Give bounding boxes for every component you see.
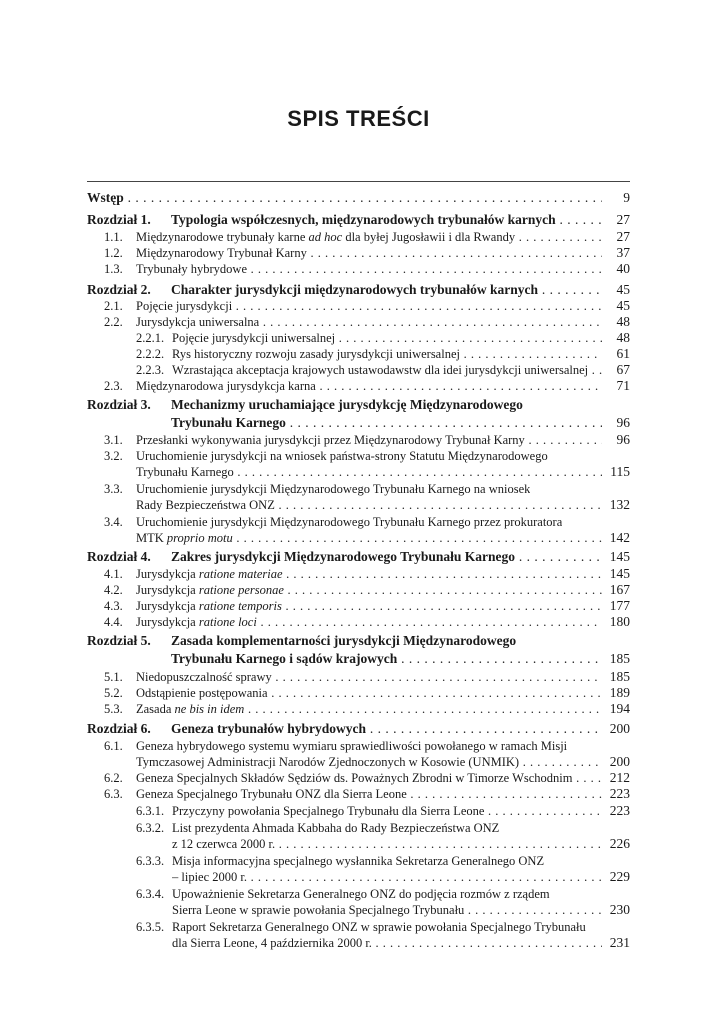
- section-title: Międzynarodowe trybunały karne ad hoc dla byłej Jugosławii i dla Rwandy . . .: [136, 229, 602, 245]
- toc-page-number: 48: [616, 330, 630, 345]
- section-title: Odstąpienie postępowania . . .: [136, 685, 602, 701]
- section-number: 6.1.: [104, 739, 123, 753]
- toc-page-number: 223: [609, 803, 630, 818]
- section-title: Geneza Specjalnych Składów Sędziów ds. Poważnych Zbrodni w Timorze Wschodnim . . .: [136, 770, 602, 786]
- subsection-number: 6.3.4.: [136, 887, 165, 901]
- section-title-continued: Tymczasowej Administracji Narodów Zjednoczonych w Kosowie (UNMIK) . . .: [136, 754, 602, 770]
- subsection-title-continued: – lipiec 2000 r. . . .: [172, 869, 602, 885]
- chapter-label: Rozdział 4.: [87, 549, 151, 564]
- chapter-title: Geneza trybunałów hybrydowych . . .: [171, 721, 602, 737]
- subsection-title-continued: dla Sierra Leone, 4 października 2000 r. . . .: [172, 935, 602, 951]
- toc-page-number: 212: [609, 770, 630, 785]
- section-number: 3.4.: [104, 515, 123, 529]
- section-title: Zasada ne bis in idem . . .: [136, 701, 602, 717]
- section-title: Uruchomienie jurysdykcji Międzynarodowego Trybunału Karnego przez prokuratora: [136, 515, 563, 529]
- subsection-number: 6.3.1.: [136, 804, 165, 818]
- section-number: 4.1.: [104, 567, 123, 581]
- subsection-title: Misja informacyjna specjalnego wysłannika Sekretarza Generalnego ONZ: [172, 854, 545, 868]
- section-title-continued: Trybunału Karnego . . .: [136, 464, 602, 480]
- section-number: 4.4.: [104, 615, 123, 629]
- subsection-title-continued: z 12 czerwca 2000 r. . . .: [172, 836, 602, 852]
- section-title: Jurysdykcja ratione personae . . .: [136, 582, 602, 598]
- section-title: Geneza Specjalnego Trybunału ONZ dla Sierra Leone . . .: [136, 786, 602, 802]
- toc-page-number: 145: [609, 549, 630, 564]
- section-title: Jurysdykcja ratione materiae . . .: [136, 566, 602, 582]
- chapter-title: Zakres jurysdykcji Międzynarodowego Trybunału Karnego . . .: [171, 549, 602, 565]
- toc-page-number: 132: [609, 497, 630, 512]
- section-title: Jurysdykcja ratione loci . . .: [136, 614, 602, 630]
- section-number: 5.2.: [104, 686, 123, 700]
- subsection-title: Rys historyczny rozwoju zasady jurysdykcji uniwersalnej . . .: [172, 346, 602, 362]
- section-title: Międzynarodowy Trybunał Karny . . .: [136, 245, 602, 261]
- section-title: Przesłanki wykonywania jurysdykcji przez Międzynarodowy Trybunał Karny . . .: [136, 432, 602, 448]
- toc-page-number: 45: [616, 282, 630, 297]
- toc-page-number: 142: [609, 530, 630, 545]
- chapter-title: Zasada komplementarności jurysdykcji Międzynarodowego: [171, 633, 517, 648]
- header-rule: [87, 181, 630, 182]
- toc-page-number: 45: [616, 298, 630, 313]
- toc-page-number: 229: [609, 869, 630, 884]
- subsection-title: Pojęcie jurysdykcji uniwersalnej . . .: [172, 330, 602, 346]
- chapter-title-continued: Trybunału Karnego . . .: [171, 415, 602, 431]
- chapter-label: Rozdział 3.: [87, 397, 151, 412]
- chapter-title: Typologia współczesnych, międzynarodowych trybunałów karnych . . .: [171, 212, 602, 228]
- toc-page-number: 9: [623, 190, 630, 205]
- section-number: 1.3.: [104, 262, 123, 276]
- toc-page-number: 223: [609, 786, 630, 801]
- toc-page-number: 37: [616, 245, 630, 260]
- section-number: 3.3.: [104, 482, 123, 496]
- section-number: 1.2.: [104, 246, 123, 260]
- section-title: Geneza hybrydowego systemu wymiaru sprawiedliwości powołanego w ramach Misji: [136, 739, 568, 753]
- section-title: Międzynarodowa jurysdykcja karna . . .: [136, 378, 602, 394]
- subsection-title: List prezydenta Ahmada Kabbaha do Rady Bezpieczeństwa ONZ: [172, 821, 500, 835]
- toc-page-number: 177: [609, 598, 630, 613]
- section-number: 5.1.: [104, 670, 123, 684]
- toc-page-number: 48: [616, 314, 630, 329]
- toc-page-number: 96: [616, 432, 630, 447]
- section-number: 1.1.: [104, 230, 123, 244]
- section-number: 6.3.: [104, 787, 123, 801]
- section-title: Trybunały hybrydowe . . .: [136, 261, 602, 277]
- subsection-number: 6.3.3.: [136, 854, 165, 868]
- toc-page-number: 145: [609, 566, 630, 581]
- section-number: 3.1.: [104, 433, 123, 447]
- section-number: 6.2.: [104, 771, 123, 785]
- subsection-title: Raport Sekretarza Generalnego ONZ w sprawie powołania Specjalnego Trybunału: [172, 920, 586, 934]
- section-title: Jurysdykcja uniwersalna . . .: [136, 314, 602, 330]
- section-title: Jurysdykcja ratione temporis . . .: [136, 598, 602, 614]
- section-number: 2.1.: [104, 299, 123, 313]
- chapter-label: Rozdział 2.: [87, 282, 151, 297]
- section-number: 2.2.: [104, 315, 123, 329]
- chapter-label: Rozdział 1.: [87, 212, 151, 227]
- section-number: 4.3.: [104, 599, 123, 613]
- toc-page-number: 185: [609, 651, 630, 666]
- toc-page-number: 67: [616, 362, 630, 377]
- toc-page-number: 180: [609, 614, 630, 629]
- section-title: Niedopuszczalność sprawy . . .: [136, 669, 602, 685]
- subsection-title: Upoważnienie Sekretarza Generalnego ONZ do podjęcia rozmów z rządem: [172, 887, 550, 901]
- subsection-number: 6.3.5.: [136, 920, 165, 934]
- toc-entry-intro: Wstęp . . .: [87, 190, 602, 206]
- toc-page-number: 194: [609, 701, 630, 716]
- toc-page-number: 226: [609, 836, 630, 851]
- subsection-number: 2.2.1.: [136, 331, 165, 345]
- section-title: Uruchomienie jurysdykcji na wniosek państwa-strony Statutu Międzynarodowego: [136, 449, 548, 463]
- toc-page-number: 115: [610, 464, 630, 479]
- section-number: 3.2.: [104, 449, 123, 463]
- section-number: 5.3.: [104, 702, 123, 716]
- toc-page-number: 27: [616, 212, 630, 227]
- subsection-number: 6.3.2.: [136, 821, 165, 835]
- toc-page-number: 230: [609, 902, 630, 917]
- subsection-title: Wzrastająca akceptacja krajowych ustawodawstw dla idei jurysdykcji uniwersalnej . . .: [172, 362, 602, 378]
- toc-page-number: 189: [609, 685, 630, 700]
- section-number: 2.3.: [104, 379, 123, 393]
- chapter-title: Charakter jurysdykcji międzynarodowych trybunałów karnych . . .: [171, 282, 602, 298]
- chapter-title: Mechanizmy uruchamiające jurysdykcję Międzynarodowego: [171, 397, 523, 412]
- toc-page-number: 231: [609, 935, 630, 950]
- toc-page-number: 27: [616, 229, 630, 244]
- subsection-number: 2.2.3.: [136, 363, 165, 377]
- subsection-title: Przyczyny powołania Specjalnego Trybunału dla Sierra Leone . . .: [172, 803, 602, 819]
- chapter-label: Rozdział 5.: [87, 633, 151, 648]
- section-title: Uruchomienie jurysdykcji Międzynarodowego Trybunału Karnego na wniosek: [136, 482, 531, 496]
- toc-page-number: 185: [609, 669, 630, 684]
- toc-page-number: 96: [616, 415, 630, 430]
- section-title: Pojęcie jurysdykcji . . .: [136, 298, 602, 314]
- toc-page-number: 61: [616, 346, 630, 361]
- subsection-number: 2.2.2.: [136, 347, 165, 361]
- section-title-continued: MTK proprio motu . . .: [136, 530, 602, 546]
- section-title-continued: Rady Bezpieczeństwa ONZ . . .: [136, 497, 602, 513]
- toc-page-number: 200: [609, 721, 630, 736]
- page-title: SPIS TREŚCI: [287, 106, 430, 131]
- toc-page-number: 167: [609, 582, 630, 597]
- toc-page-number: 200: [609, 754, 630, 769]
- section-number: 4.2.: [104, 583, 123, 597]
- chapter-title-continued: Trybunału Karnego i sądów krajowych . . .: [171, 651, 602, 667]
- toc-page-number: 40: [616, 261, 630, 276]
- chapter-label: Rozdział 6.: [87, 721, 151, 736]
- toc-page-number: 71: [616, 378, 630, 393]
- subsection-title-continued: Sierra Leone w sprawie powołania Specjalnego Trybunału . . .: [172, 902, 602, 918]
